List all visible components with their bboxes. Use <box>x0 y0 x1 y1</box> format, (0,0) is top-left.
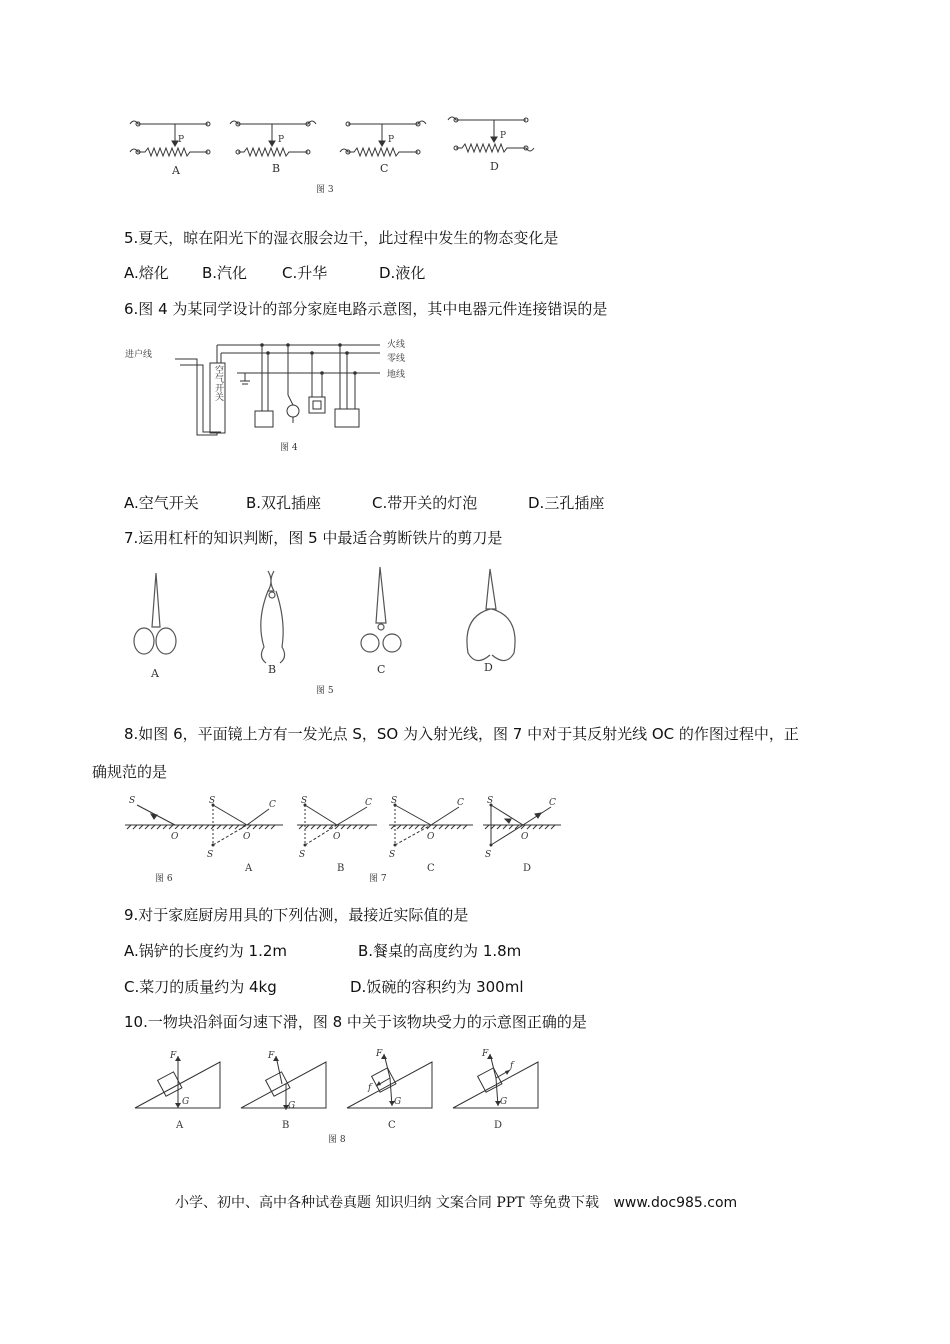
question-9-stem: 9.对于家庭厨房用具的下列估测，最接近实际值的是 <box>124 906 469 924</box>
q9-option-b: B.餐桌的高度约为 1.8m <box>358 942 522 960</box>
point-s-image-label: S <box>485 850 492 860</box>
gravity-g-label: G <box>288 1101 296 1111</box>
gravity-g-label: G <box>500 1097 508 1107</box>
option-label: B <box>268 663 277 676</box>
option-label: B <box>272 162 281 175</box>
incoming-line-label: 进户线 <box>125 350 153 360</box>
friction-f-label: f <box>368 1083 372 1093</box>
option-label: B <box>337 863 345 874</box>
option-label: C <box>427 863 435 874</box>
figure-5-scissors <box>120 565 540 700</box>
q6-option-d: D.三孔插座 <box>528 494 605 512</box>
point-c-label: C <box>457 798 464 808</box>
force-f-label: F <box>268 1051 275 1061</box>
point-c-label: C <box>365 798 372 808</box>
option-label: B <box>282 1120 290 1131</box>
point-s-label: S <box>209 796 216 806</box>
live-line-label: 火线 <box>387 340 406 350</box>
figure-3 <box>120 112 560 202</box>
option-label: D <box>484 661 493 674</box>
q6-option-b: B.双孔插座 <box>246 494 322 512</box>
figure-6-7-reflection <box>125 795 575 885</box>
footer-url[interactable]: www.doc985.com <box>613 1195 738 1211</box>
q9-option-c: C.菜刀的质量约为 4kg <box>124 978 277 996</box>
point-s-label: S <box>129 796 136 806</box>
q5-option-a: A.熔化 <box>124 264 169 282</box>
page-footer <box>175 1192 737 1212</box>
option-label: D <box>523 863 532 874</box>
rheostat-c <box>340 121 426 156</box>
option-label: C <box>377 663 386 676</box>
question-7-stem: 7.运用杠杆的知识判断，图 5 中最适合剪断铁片的剪刀是 <box>124 529 503 547</box>
slider-label: P <box>278 135 285 145</box>
question-5-stem: 5.夏天，晾在阳光下的湿衣服会边干，此过程中发生的物态变化是 <box>124 229 559 247</box>
slider-label: P <box>500 131 507 141</box>
q5-option-c: C.升华 <box>282 264 328 282</box>
option-label: A <box>245 863 253 874</box>
q6-option-c: C.带开关的灯泡 <box>372 494 478 512</box>
point-o-label: O <box>521 832 529 842</box>
point-o-label: O <box>171 832 179 842</box>
point-c-label: C <box>549 798 556 808</box>
ground-line-label: 地线 <box>387 370 406 380</box>
force-f-label: F <box>482 1049 489 1059</box>
option-label: C <box>380 162 389 175</box>
rheostat-b <box>230 121 316 156</box>
q5-option-b: B.汽化 <box>202 264 248 282</box>
slider-label: P <box>178 135 185 145</box>
incline-b <box>241 1056 326 1110</box>
option-label: A <box>176 1120 184 1131</box>
point-s-image-label: S <box>207 850 214 860</box>
figure-caption: 图 5 <box>316 686 334 696</box>
figure-caption: 图 8 <box>328 1135 346 1145</box>
option-label: C <box>388 1120 396 1131</box>
point-s-image-label: S <box>299 850 306 860</box>
q9-option-d: D.饭碗的容积约为 300ml <box>350 978 524 996</box>
figure-caption: 图 6 <box>155 874 173 884</box>
friction-f-label: f <box>510 1061 514 1071</box>
scissors-a <box>134 573 176 654</box>
footer-text: 小学、初中、高中各种试卷真题 知识归纳 文案合同 PPT 等免费下载 <box>175 1195 599 1211</box>
question-6-stem: 6.图 4 为某同学设计的部分家庭电路示意图，其中电器元件连接错误的是 <box>124 300 608 318</box>
slider-label: P <box>388 135 395 145</box>
q6-option-a: A.空气开关 <box>124 494 199 512</box>
figure-8-inclines <box>130 1048 550 1148</box>
point-o-label: O <box>243 832 251 842</box>
point-o-label: O <box>333 832 341 842</box>
q9-option-a: A.锅铲的长度约为 1.2m <box>124 942 288 960</box>
option-label: A <box>151 667 159 680</box>
scissors-d <box>467 569 515 661</box>
q5-option-d: D.液化 <box>379 264 426 282</box>
air-switch-label: 空气开关 <box>213 365 223 401</box>
question-8-stem-line1: 8.如图 6，平面镜上方有一发光点 S，SO 为入射光线，图 7 中对于其反射光线 OC 的作图过程中，正 <box>124 725 799 743</box>
point-o-label: O <box>427 832 435 842</box>
figure-caption: 图 7 <box>369 874 387 884</box>
point-s-label: S <box>391 796 398 806</box>
incline-c <box>347 1054 432 1108</box>
option-label: D <box>490 160 499 173</box>
scissors-c <box>361 567 401 652</box>
point-s-image-label: S <box>389 850 396 860</box>
question-10-stem: 10.一物块沿斜面匀速下滑，图 8 中关于该物块受力的示意图正确的是 <box>124 1013 587 1031</box>
force-f-label: F <box>376 1049 383 1059</box>
point-s-label: S <box>301 796 308 806</box>
figure-caption: 图 4 <box>280 443 298 453</box>
incline-a <box>135 1056 220 1108</box>
question-8-stem-line2: 确规范的是 <box>92 763 168 781</box>
figure-4-circuit <box>125 335 425 460</box>
neutral-line-label: 零线 <box>387 354 406 364</box>
scissors-b <box>261 571 285 663</box>
gravity-g-label: G <box>394 1097 402 1107</box>
rheostat-a <box>130 121 210 156</box>
gravity-g-label: G <box>182 1097 190 1107</box>
point-s-label: S <box>487 796 494 806</box>
option-label: A <box>172 164 180 177</box>
option-label: D <box>494 1120 503 1131</box>
figure-caption: 图 3 <box>316 185 334 195</box>
force-f-label: F <box>170 1051 177 1061</box>
rheostat-d <box>448 117 534 152</box>
incline-d <box>453 1054 538 1108</box>
point-c-label: C <box>269 800 276 810</box>
